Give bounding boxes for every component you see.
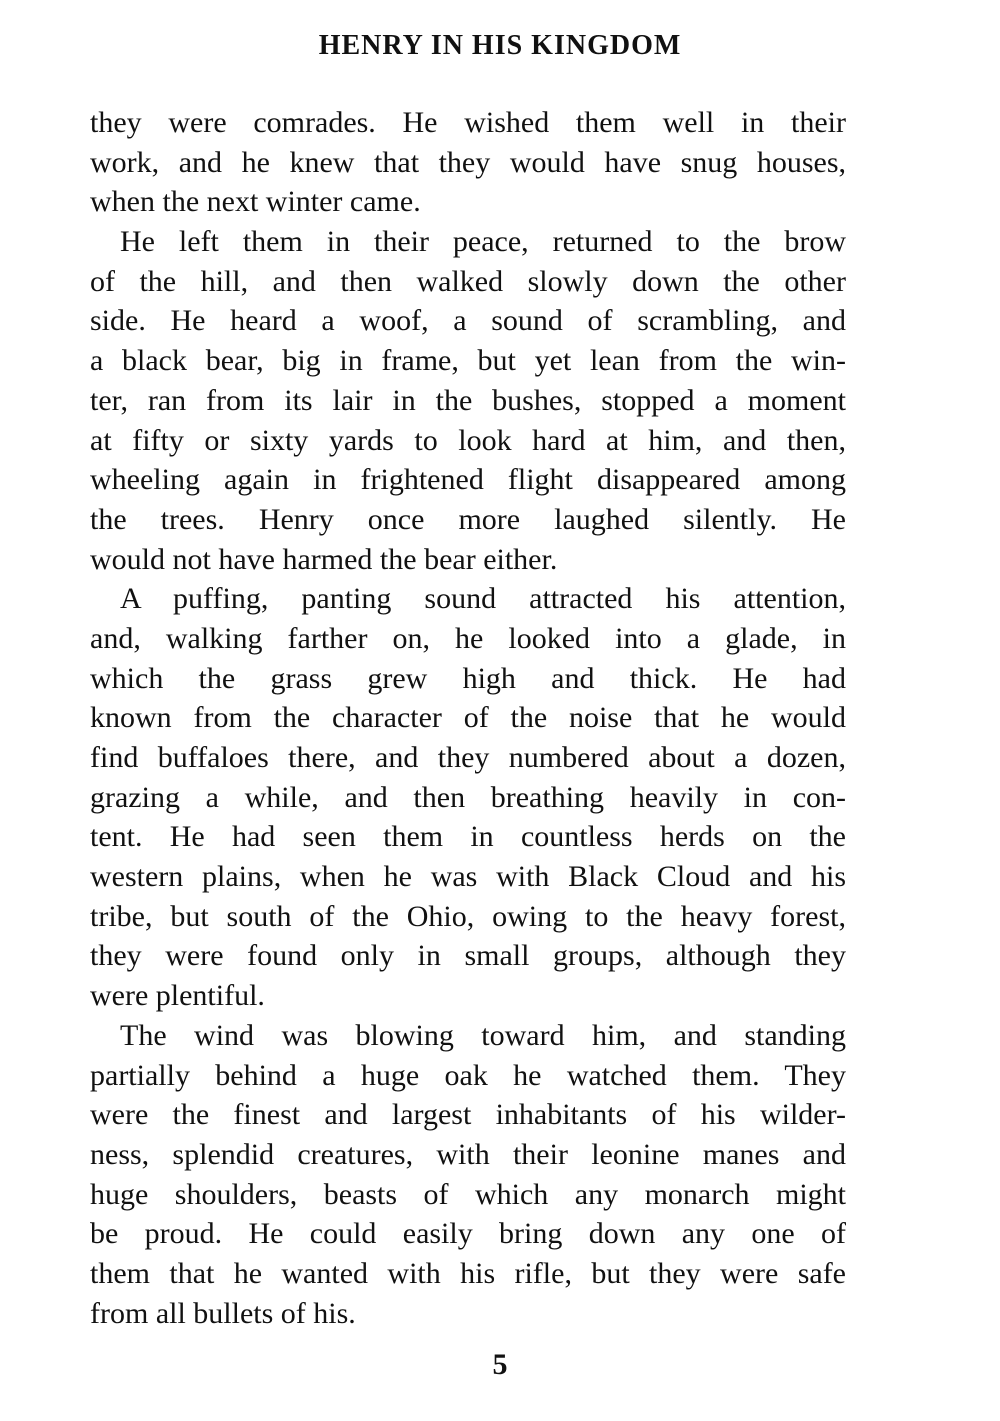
text-line: them that he wanted with his rifle, but they were safe <box>90 1256 846 1290</box>
text-line: ter, ran from its lair in the bushes, stopped a moment <box>90 383 846 417</box>
text-line: be proud. He could easily bring down any one of <box>90 1217 846 1251</box>
text-line: The wind was blowing toward him, and standing <box>120 1018 846 1052</box>
text-line: and, walking farther on, he looked into a glade, in <box>90 621 846 655</box>
text-line: from all bullets of his. <box>90 1296 356 1330</box>
running-head: HENRY IN HIS KINGDOM <box>318 30 682 61</box>
text-line: at fifty or sixty yards to look hard at him, and then, <box>90 423 846 457</box>
text-line: they were comrades. He wished them well in their <box>90 106 846 139</box>
text-line: partially behind a huge oak he watched them. They <box>90 1058 846 1092</box>
text-line: would not have harmed the bear either. <box>90 542 558 576</box>
text-line: the trees. Henry once more laughed silently. He <box>90 502 846 536</box>
text-line: ness, splendid creatures, with their leonine manes and <box>90 1137 846 1171</box>
text-line: work, and he knew that they would have snug houses, <box>90 145 846 179</box>
text-line: which the grass grew high and thick. He had <box>90 661 846 695</box>
text-line: western plains, when he was with Black Cloud and his <box>90 860 846 894</box>
body-text <box>90 103 846 1333</box>
text-line: grazing a while, and then breathing heavily in con- <box>90 780 846 814</box>
text-line: known from the character of the noise that he would <box>90 701 846 735</box>
text-line: were plentiful. <box>90 979 265 1013</box>
text-line: wheeling again in frightened flight disappeared among <box>90 463 846 497</box>
text-line: were the finest and largest inhabitants of his wilder- <box>90 1098 846 1132</box>
text-line: A puffing, panting sound attracted his attention, <box>120 582 846 616</box>
text-line: when the next winter came. <box>90 185 421 219</box>
text-line: He left them in their peace, returned to the brow <box>120 225 846 259</box>
page-number: 5 <box>492 1348 508 1381</box>
text-line: find buffaloes there, and they numbered about a dozen, <box>90 741 846 774</box>
text-line: huge shoulders, beasts of which any monarch might <box>90 1177 846 1211</box>
text-line: they were found only in small groups, although they <box>90 939 846 973</box>
text-line: a black bear, big in frame, but yet lean from the win- <box>90 344 846 378</box>
text-line: tent. He had seen them in countless herds on the <box>90 820 846 854</box>
text-line: tribe, but south of the Ohio, owing to the heavy forest, <box>90 899 846 933</box>
text-line: side. He heard a woof, a sound of scrambling, and <box>90 304 846 338</box>
text-line: of the hill, and then walked slowly down the other <box>90 264 846 298</box>
